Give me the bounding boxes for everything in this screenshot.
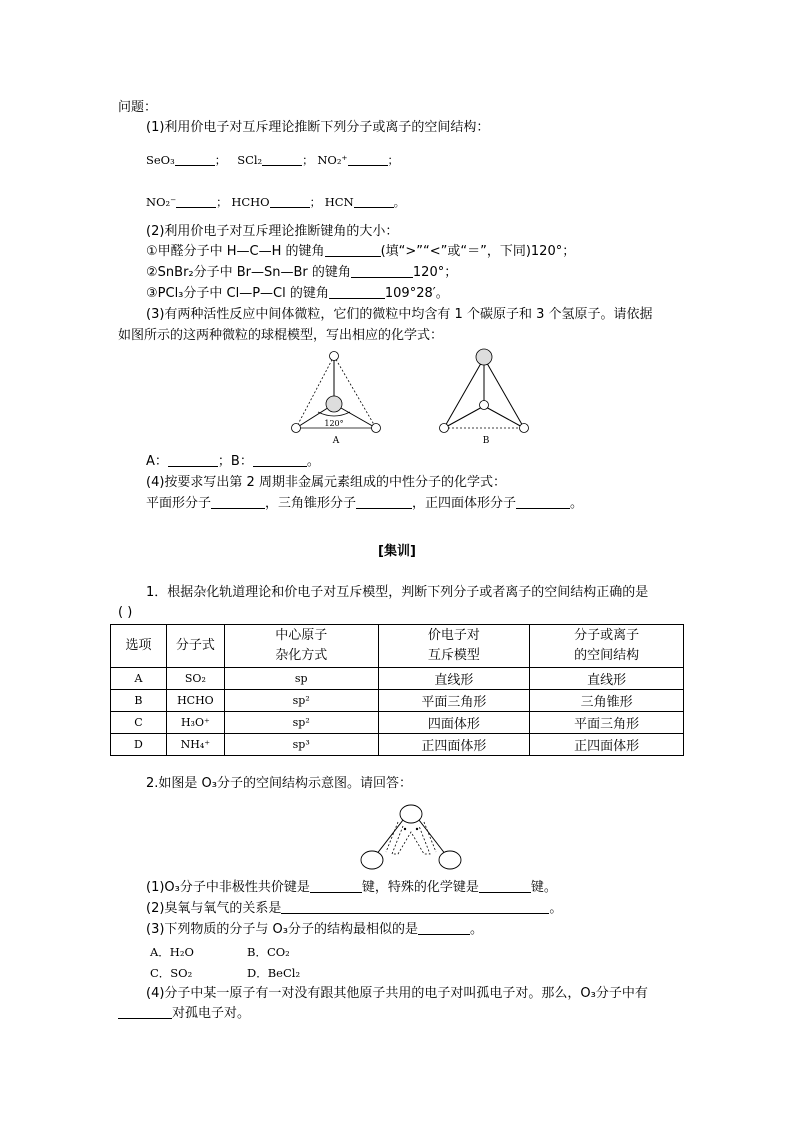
no2-minus-blank[interactable]	[176, 195, 216, 208]
q4-pyramid-blank[interactable]	[356, 496, 412, 509]
no2-plus-formula: NO₂⁺	[317, 153, 348, 167]
hcho-blank[interactable]	[270, 195, 310, 208]
q4-tetra-blank[interactable]	[516, 496, 570, 509]
question-header: 问题：	[118, 100, 158, 115]
q1-row1: SeO₃ ； SCl₂ ； NO₂⁺ ；	[146, 153, 399, 167]
header-hybridization: 中心原子 杂化方式	[224, 625, 378, 668]
q4-intro: (4)按要求写出第 2 周期非金属元素组成的中性分子的化学式：	[146, 475, 506, 490]
no2-minus-formula: NO₂⁻	[146, 195, 177, 209]
scl2-blank[interactable]	[262, 153, 302, 166]
ball-stick-model-b	[436, 344, 536, 448]
header-option: 选项	[111, 625, 167, 668]
header-vsepr-model: 价电子对 互斥模型	[378, 625, 530, 668]
p2-s1-blank2[interactable]	[479, 880, 531, 893]
ball-stick-model-a	[288, 348, 388, 448]
q3-answer: A： ；B： 。	[146, 454, 320, 469]
section-title: [集训]	[378, 544, 416, 559]
p1-line1: 1．根据杂化轨道理论和价电子对互斥模型，判断下列分子或者离子的空间结构正确的是	[146, 585, 649, 600]
q2-c-blank[interactable]	[329, 286, 385, 299]
model-a-label: A	[332, 436, 340, 446]
no2-plus-blank[interactable]	[348, 153, 388, 166]
q2-a-blank[interactable]	[325, 244, 381, 257]
p1-answer-paren[interactable]: ( )	[118, 605, 133, 620]
scl2-formula: SCl₂	[237, 153, 263, 167]
model-a-angle: 120°	[324, 419, 344, 428]
p2-option-c[interactable]: C．SO₂	[150, 966, 193, 980]
q3-line2: 如图所示的这两种微粒的球棍模型，写出相应的化学式：	[118, 328, 444, 343]
q4-plane-blank[interactable]	[211, 496, 265, 509]
p2-s4-blank[interactable]	[118, 1006, 172, 1019]
hcn-blank[interactable]	[354, 195, 394, 208]
q2-intro: (2)利用价电子对互斥理论推断键角的大小：	[146, 224, 399, 239]
header-formula: 分子式	[166, 625, 224, 668]
p2-sub1: (1)O₃分子中非极性共价键是 键，特殊的化学键是 键。	[146, 880, 557, 895]
options-table	[110, 624, 684, 756]
p2-sub3: (3)下列物质的分子与 O₃分子的结构最相似的是 。	[146, 922, 484, 937]
p2-s1-blank1[interactable]	[310, 880, 362, 893]
p2-option-b[interactable]: B．CO₂	[247, 945, 290, 959]
p2-sub4-line1: (4)分子中某一原子有一对没有跟其他原子共用的电子对叫孤电子对。那么，O₃分子中有	[146, 986, 648, 1001]
q3-a-blank[interactable]	[168, 454, 218, 467]
q1-intro: (1)利用价电子对互斥理论推断下列分子或离子的空间结构：	[146, 120, 490, 135]
ozone-structure-diagram	[358, 800, 464, 874]
q2-item-b: ②SnBr₂分子中 Br—Sn—Br 的键角 120°；	[146, 265, 458, 280]
p2-option-a[interactable]: A．H₂O	[150, 945, 194, 959]
p2-sub2: (2)臭氧与氧气的关系是 。	[146, 901, 563, 916]
q4-answers: 平面形分子 ，三角锥形分子 ，正四面体形分子 。	[146, 496, 584, 511]
q3-b-blank[interactable]	[253, 454, 307, 467]
p2-sub4-line2: 对孤电子对。	[118, 1006, 250, 1022]
hcn-formula: HCN	[324, 195, 354, 209]
q2-item-c: ③PCl₃分子中 Cl—P—Cl 的键角 109°28′。	[146, 286, 449, 301]
p2-option-d[interactable]: D．BeCl₂	[247, 966, 301, 980]
q3-line1: (3)有两种活性反应中间体微粒，它们的微粒中均含有 1 个碳原子和 3 个氢原子。请依据	[146, 307, 653, 322]
seo3-formula: SeO₃	[146, 153, 175, 167]
table-row: A SO₂ sp 直线形 直线形	[111, 668, 684, 690]
q2-b-blank[interactable]	[351, 265, 413, 278]
table-header-row	[111, 625, 684, 668]
header-structure: 分子或离子 的空间结构	[530, 625, 684, 668]
p2-s3-blank[interactable]	[418, 922, 470, 935]
model-b-label: B	[482, 436, 490, 446]
p2-intro: 2.如图是 O₃分子的空间结构示意图。请回答：	[146, 776, 412, 791]
p2-s2-blank[interactable]	[281, 901, 549, 914]
q1-row2: NO₂⁻ ； HCHO ； HCN 。	[146, 195, 406, 209]
hcho-formula: HCHO	[231, 195, 270, 209]
seo3-blank[interactable]	[175, 153, 215, 166]
table-row: D NH₄⁺ sp³ 正四面体形 正四面体形	[111, 734, 684, 756]
table-row: C H₃O⁺ sp² 四面体形 平面三角形	[111, 712, 684, 734]
q2-item-a: ①甲醛分子中 H—C—H 的键角 (填“>”“<”或“＝”，下同)120°；	[146, 244, 576, 259]
table-row: B HCHO sp² 平面三角形 三角锥形	[111, 690, 684, 712]
